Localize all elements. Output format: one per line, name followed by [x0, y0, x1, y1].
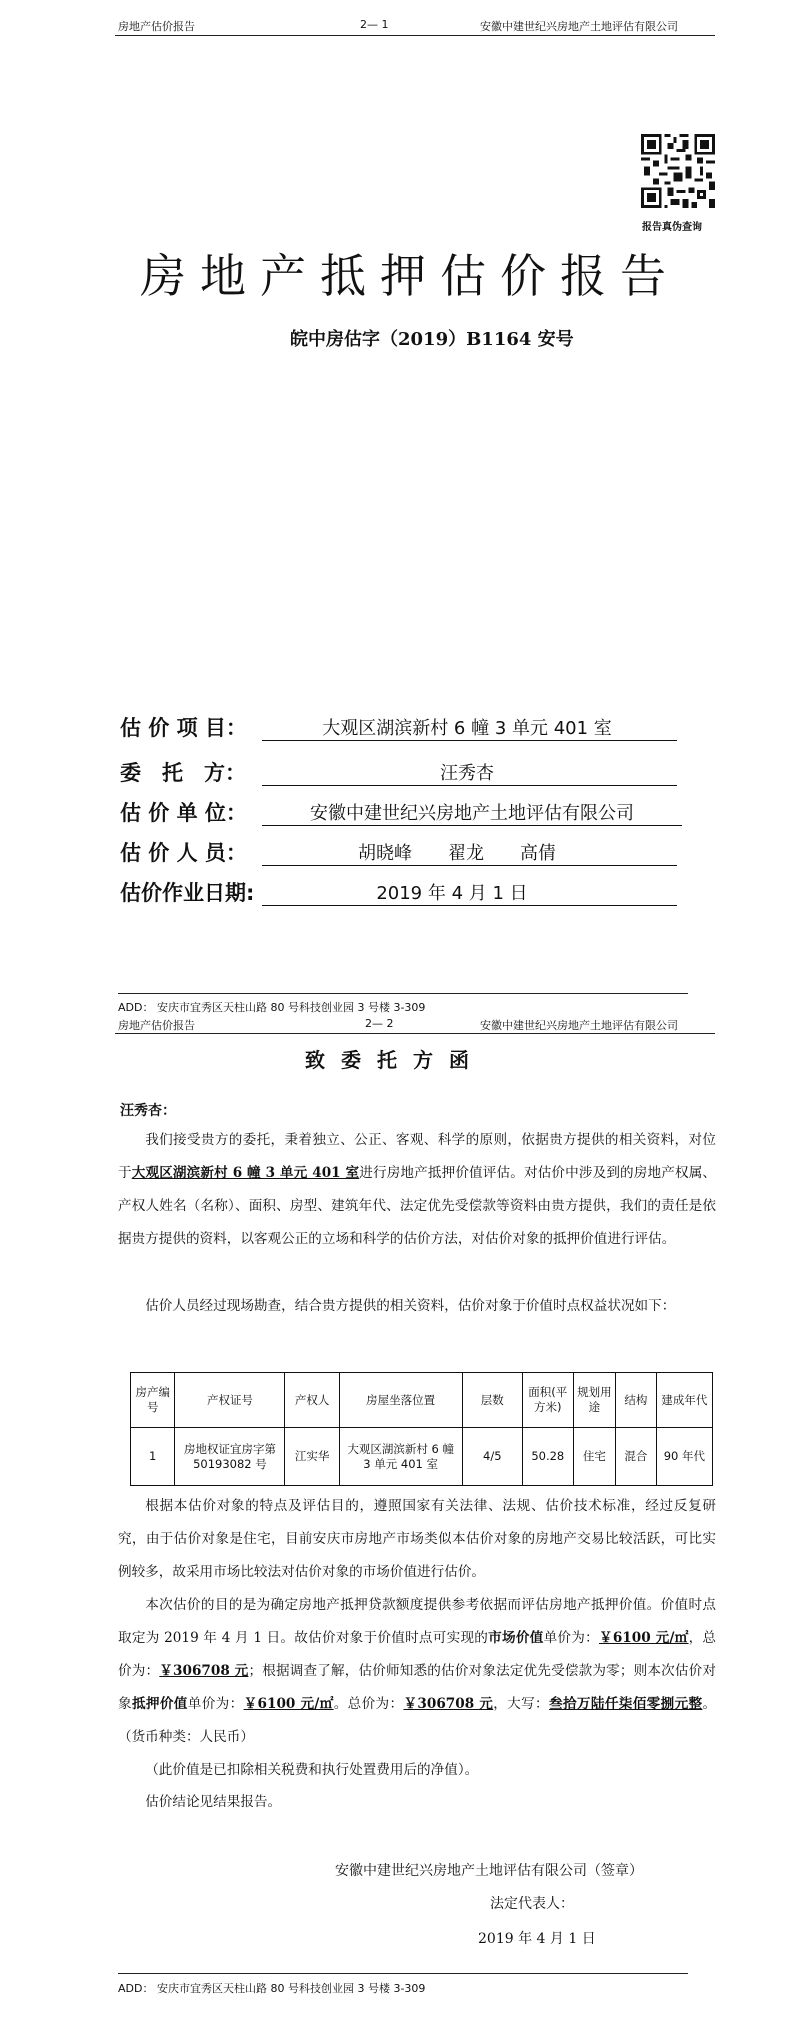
report-title: 房地产抵押估价报告 — [140, 249, 680, 303]
mortgage-unit-price: ￥6100 元/㎡ — [243, 1696, 334, 1712]
letter-title: 致委托方函 — [305, 1048, 485, 1072]
table-header: 产权人 — [285, 1373, 339, 1428]
page1-header-rule — [115, 35, 715, 36]
page2-footer-rule — [118, 1973, 688, 1974]
info-label-appraisers: 估 价 人 员： — [120, 841, 247, 865]
table-cell: 4/5 — [462, 1428, 522, 1486]
page2-header-page-number: 2— 2 — [365, 1017, 394, 1030]
signature-date: 2019 年 4 月 1 日 — [478, 1931, 596, 1947]
table-header: 结构 — [616, 1373, 657, 1428]
info-value-client: 汪秀杏 — [440, 763, 494, 784]
qr-caption: 报告真伪查询 — [642, 222, 702, 233]
info-value-company: 安徽中建世纪兴房地产土地评估有限公司 — [310, 803, 634, 824]
page2-header-right: 安徽中建世纪兴房地产土地评估有限公司 — [480, 1019, 678, 1032]
info-value-appraisers: 胡晓峰 翟龙 高倩 — [358, 843, 556, 864]
market-total-price: ￥306708 元 — [159, 1663, 249, 1679]
page2-header-rule — [115, 1033, 715, 1034]
market-unit-price: ￥6100 元/㎡ — [598, 1630, 689, 1646]
page2-header-left: 房地产估价报告 — [118, 1019, 195, 1032]
page2-footer-address: ADD： 安庆市宜秀区天柱山路 80 号科技创业园 3 号楼 3-309 — [118, 1982, 426, 1995]
table-header: 建成年代 — [656, 1373, 712, 1428]
paragraph-5: （此价值是已扣除相关税费和执行处置费用后的净值）。 — [145, 1762, 479, 1778]
market-value-label: 市场价值 — [488, 1630, 544, 1646]
document-number: 皖中房估字（2019）B1164 安号 — [290, 329, 574, 350]
table-header: 房产编号 — [131, 1373, 175, 1428]
table-header: 层数 — [462, 1373, 522, 1428]
info-underline-date — [262, 905, 677, 906]
mortgage-total-price: ￥306708 元 — [403, 1696, 494, 1712]
table-header: 房屋坐落位置 — [339, 1373, 462, 1428]
page1-header-page-number: 2— 1 — [360, 18, 389, 31]
table-header-row — [131, 1373, 713, 1428]
table-header: 规划用途 — [573, 1373, 615, 1428]
table-header: 产权证号 — [175, 1373, 285, 1428]
table-cell: 江实华 — [285, 1428, 339, 1486]
page1-footer-address: ADD： 安庆市宜秀区天柱山路 80 号科技创业园 3 号楼 3-309 — [118, 1001, 426, 1014]
info-underline-project — [262, 740, 677, 741]
mortgage-value-label: 抵押价值 — [131, 1696, 188, 1712]
info-label-company: 估 价 单 位： — [120, 801, 247, 825]
table-cell: 50.28 — [522, 1428, 573, 1486]
signature-company: 安徽中建世纪兴房地产土地评估有限公司（签章） — [335, 1863, 643, 1879]
page1-header-left: 房地产估价报告 — [118, 20, 195, 33]
info-underline-appraisers — [262, 865, 677, 866]
page1-footer-rule — [118, 993, 688, 994]
table-row — [131, 1428, 713, 1486]
info-label-date: 估价作业日期: — [120, 881, 255, 905]
table-cell: 混合 — [616, 1428, 657, 1486]
letter-salutation: 汪秀杏： — [120, 1103, 176, 1119]
info-value-date: 2019 年 4 月 1 日 — [376, 883, 528, 904]
paragraph-6: 估价结论见结果报告。 — [145, 1794, 282, 1810]
paragraph-2: 估价人员经过现场勘查，结合贵方提供的相关资料，估价对象于价值时点权益状况如下： — [145, 1298, 676, 1314]
table-cell: 90 年代 — [656, 1428, 712, 1486]
info-underline-company — [262, 825, 682, 826]
paragraph-3: 根据本估价对象的特点及评估目的，遵照国家有关法律、法规、估价技术标准，经过反复研究，由于估价对象是住宅，目前安庆市房地产市场类似本估价对象的房地产交易比较活跃，可比实例较多，故采用市场比较法对估价对象的市场价值进行估价。 — [118, 1498, 716, 1580]
paragraph-4: 本次估价的目的是为确定房地产抵押贷款额度提供参考依据而评估房地产抵押价值。价值时点取定为 2019 年 4 月 1 日。故估价对象于价值时点可实现的市场价值单价为：￥6100 元/㎡，总价为：￥306708 元；根据调查了解，估价师知悉的估价对象法定优先受偿款为零；则本次估价对象抵押价值单价为：￥6100 元/㎡。总价为：￥306708 元，大写：叁拾万陆仟柒佰零捌元整。（货币种类：人民币） — [118, 1597, 717, 1745]
info-underline-client — [262, 785, 677, 786]
table-cell: 大观区湖滨新村 6 幢 3 单元 401 室 — [339, 1428, 462, 1486]
info-value-project: 大观区湖滨新村 6 幢 3 单元 401 室 — [322, 718, 612, 739]
table-cell: 房地权证宜房字第 50193082 号 — [175, 1428, 285, 1486]
info-label-client: 委 托 方： — [120, 761, 246, 785]
table-cell: 1 — [131, 1428, 175, 1486]
page1-header-right: 安徽中建世纪兴房地产土地评估有限公司 — [480, 20, 678, 33]
signature-legal-representative: 法定代表人： — [490, 1896, 574, 1912]
table-header: 面积(平方米) — [522, 1373, 573, 1428]
property-address-emphasis: 大观区湖滨新村 6 幢 3 单元 401 室 — [131, 1165, 360, 1181]
qr-code-icon[interactable] — [641, 134, 715, 208]
table-cell: 住宅 — [573, 1428, 615, 1486]
amount-in-words: 叁拾万陆仟柒佰零捌元整 — [549, 1696, 703, 1712]
paragraph-1: 我们接受贵方的委托，秉着独立、公正、客观、科学的原则，依据贵方提供的相关资料，对位于大观区湖滨新村 6 幢 3 单元 401 室进行房地产抵押价值评估。对估价中涉及到的房地产权属、产权人姓名（名称）、面积、房型、建筑年代、法定优先受偿款等资料由贵方提供，我们的责任是依据贵方提供的资料，以客观公正的立场和科学的估价方法，对估价对象的抵押价值进行评估。 — [118, 1132, 717, 1247]
info-label-project: 估 价 项 目： — [120, 716, 247, 740]
property-table — [130, 1372, 713, 1486]
